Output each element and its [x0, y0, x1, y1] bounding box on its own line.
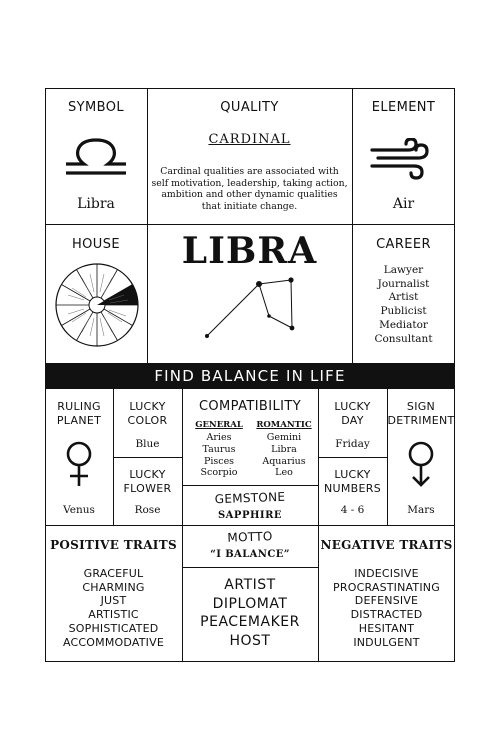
lucky-color-header-line: LUCKY [129, 400, 166, 413]
libra-glyph-icon [64, 136, 128, 176]
positive-traits-list [45, 567, 182, 649]
career-item: Mediator [379, 318, 428, 331]
motto-value: “I BALANCE” [210, 549, 290, 560]
border-bottom [45, 661, 455, 662]
border-top [45, 88, 455, 89]
compat-romantic-item: Gemini [266, 432, 302, 443]
motto-banner: FIND BALANCE IN LIFE [45, 363, 455, 389]
career-item: Artist [388, 291, 419, 304]
libra-constellation-icon [195, 272, 305, 342]
wind-icon [370, 138, 432, 180]
positive-trait-item: JUST [100, 594, 127, 608]
lucky-numbers-header-line: NUMBERS [324, 482, 381, 495]
sign-detriment-header-line: DETRIMENT [387, 414, 455, 427]
positive-trait-item: GRACEFUL [83, 567, 144, 580]
lucky-day-header-line: DAY [341, 414, 364, 427]
positive-trait-item: ACCOMMODATIVE [63, 635, 164, 649]
compat-general-item: Scorpio [200, 467, 238, 479]
negative-trait-item: INDECISIVE [354, 567, 419, 580]
compat-general-item: Aries [206, 432, 232, 443]
career-header: CAREER [376, 237, 431, 252]
lucky-color-header-line: COLOR [127, 414, 168, 427]
lucky-day-value: Friday [335, 438, 370, 450]
quality-name: CARDINAL [208, 132, 291, 147]
negative-trait-item: DEFENSIVE [354, 594, 419, 608]
lucky-numbers-header-line: LUCKY [334, 468, 371, 481]
element-header: ELEMENT [371, 100, 436, 115]
compat-general-item: Taurus [202, 443, 236, 455]
house-wheel-icon [54, 262, 140, 348]
lucky-flower-value: Rose [134, 504, 161, 516]
quality-desc-line: that initiate change. [201, 201, 298, 213]
quality-desc-line: Cardinal qualities are associated with [160, 166, 339, 177]
gemstone-value: SAPPHIRE [217, 510, 283, 521]
divider-compat-gem [182, 485, 318, 486]
sign-detriment-value: Mars [407, 504, 435, 516]
negative-traits-header: NEGATIVE TRAITS [320, 538, 453, 552]
role-item: PEACEMAKER [200, 614, 300, 630]
compat-romantic-item: Libra [271, 443, 297, 455]
lucky-color-header [113, 400, 182, 428]
sign-title: LIBRA [181, 230, 318, 272]
sign-detriment-header [387, 400, 455, 428]
quality-description [147, 166, 352, 213]
quality-desc-line: ambition and other dynamic qualities [161, 189, 338, 201]
positive-trait-item: CHARMING [82, 580, 145, 594]
ruling-planet-value: Venus [63, 504, 95, 516]
libra-sheet [45, 88, 455, 662]
divider-day-numbers [318, 457, 387, 458]
negative-trait-item: INDULGENT [353, 635, 420, 649]
career-item: Consultant [374, 332, 433, 345]
lucky-day-header [318, 400, 387, 428]
positive-trait-item: ARTISTIC [88, 608, 139, 622]
lucky-color-value: Blue [135, 438, 160, 450]
divider-row1 [45, 224, 455, 225]
compat-general-item: Pisces [203, 455, 235, 467]
gemstone-header: GEMSTONE [214, 489, 286, 507]
career-item: Lawyer [383, 264, 424, 276]
role-item: ARTIST [224, 577, 276, 593]
positive-traits-header: POSITIVE TRAITS [50, 538, 177, 552]
compat-romantic-list [255, 432, 313, 479]
compat-general-label: GENERAL [195, 420, 243, 430]
symbol-value: Libra [77, 196, 115, 212]
lucky-numbers-value: 4 - 6 [340, 504, 365, 516]
lucky-flower-header-line: LUCKY [129, 468, 166, 481]
lucky-flower-header-line: FLOWER [123, 482, 172, 495]
divider-color-flower [113, 457, 182, 458]
compat-romantic-label: ROMANTIC [256, 420, 312, 430]
negative-traits-list [318, 567, 455, 649]
quality-header: QUALITY [220, 100, 279, 115]
lucky-day-header-line: LUCKY [334, 400, 371, 413]
ruling-planet-header-line: RULING [57, 400, 101, 413]
divider-motto [182, 567, 318, 568]
career-item: Publicist [380, 305, 427, 318]
element-value: Air [392, 196, 415, 212]
ruling-planet-header-line: PLANET [56, 414, 102, 427]
role-item: DIPLOMAT [212, 595, 288, 612]
compat-romantic-item: Aquarius [262, 455, 306, 467]
role-item: HOST [229, 632, 271, 649]
positive-trait-item: SOPHISTICATED [68, 621, 159, 635]
career-item: Journalist [377, 277, 430, 290]
venus-icon [64, 440, 94, 488]
divider-row4 [45, 525, 455, 526]
compatibility-header: COMPATIBILITY [198, 399, 302, 414]
career-list [352, 264, 455, 346]
negative-trait-item: HESITANT [358, 621, 415, 635]
roles-list [182, 576, 318, 650]
house-header: HOUSE [72, 237, 120, 252]
sign-detriment-header-line: SIGN [406, 400, 436, 413]
quality-desc-line: self motivation, leadership, taking action, [151, 177, 348, 189]
lucky-flower-header [113, 468, 182, 496]
motto-header: MOTTO [227, 529, 273, 545]
compat-romantic-item: Leo [275, 467, 293, 479]
negative-trait-item: PROCRASTINATING [333, 580, 440, 594]
compat-general-list [191, 432, 247, 479]
ruling-planet-header [45, 400, 113, 428]
mars-icon [406, 440, 436, 488]
lucky-numbers-header [318, 468, 387, 496]
negative-trait-item: DISTRACTED [350, 608, 423, 622]
symbol-header: SYMBOL [68, 100, 124, 115]
